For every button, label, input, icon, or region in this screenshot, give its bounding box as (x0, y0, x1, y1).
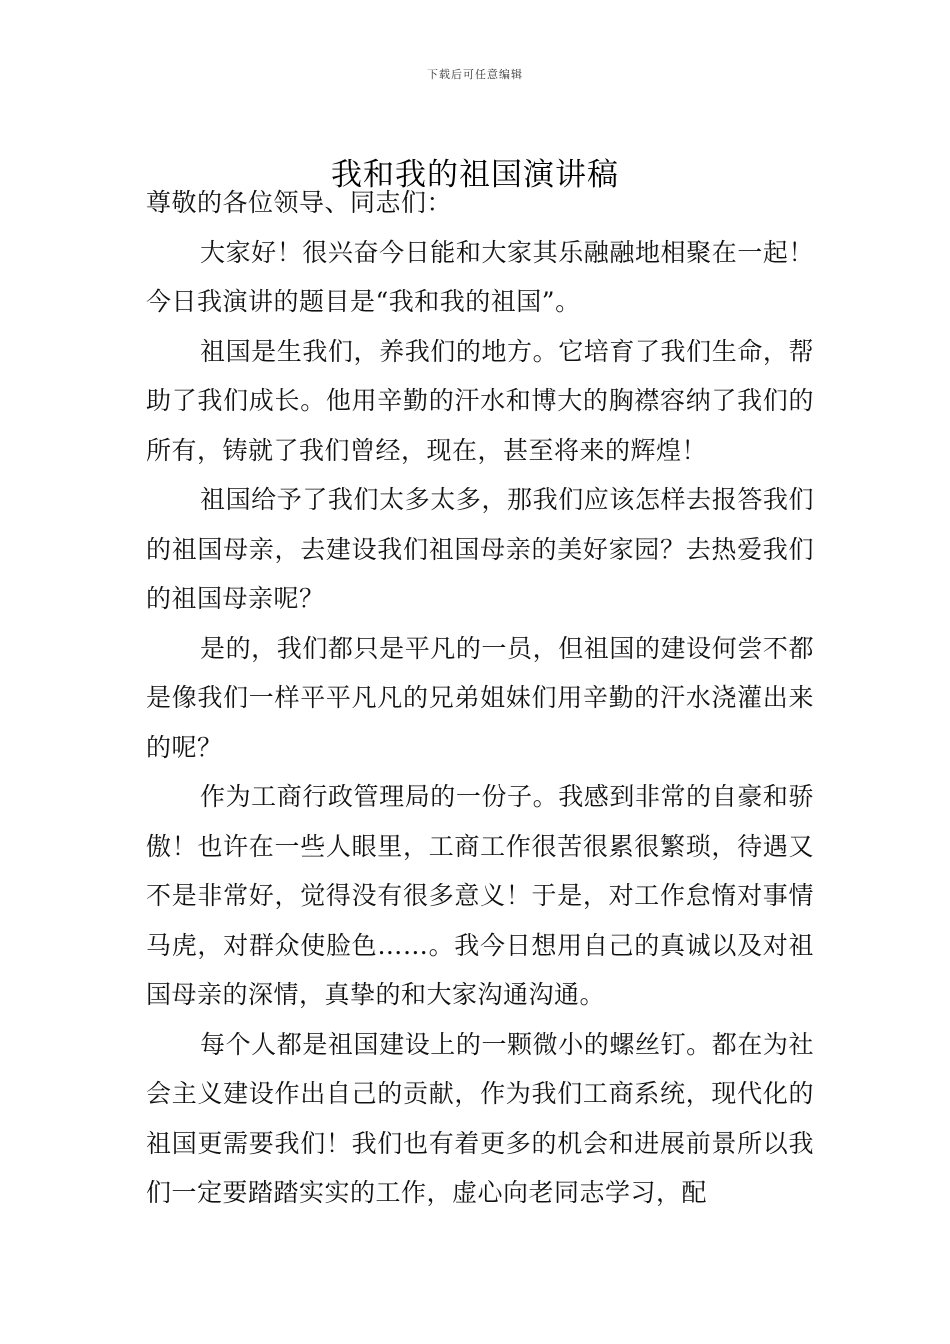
paragraph: 大家好！很兴奋今日能和大家其乐融融地相聚在一起！今日我演讲的题目是“我和我的祖国”。 (146, 237, 814, 316)
document-body (146, 178, 814, 1218)
header-note: 下载后可任意编辑 (427, 68, 523, 81)
document-title: 我和我的祖国演讲稿 (331, 156, 619, 193)
paragraph: 祖国是生我们，养我们的地方。它培育了我们生命，帮助了我们成长。他用辛勤的汗水和博大的胸襟容纳了我们的所有，铸就了我们曾经，现在，甚至将来的辉煌！ (146, 336, 814, 465)
paragraph: 祖国给予了我们太多太多，那我们应该怎样去报答我们的祖国母亲，去建设我们祖国母亲的美好家园？去热爱我们的祖国母亲呢？ (146, 485, 814, 613)
paragraph: 每个人都是祖国建设上的一颗微小的螺丝钉。都在为社会主义建设作出自己的贡献，作为我们工商系统，现代化的祖国更需要我们！我们也有着更多的机会和进展前景所以我们一定要踏踏实实的工作，虚心向老同志学习，配 (146, 1029, 814, 1207)
salutation: 尊敬的各位领导、同志们： (146, 188, 453, 217)
paragraph: 是的，我们都只是平凡的一员，但祖国的建设何尝不都是像我们一样平平凡凡的兄弟姐妹们用辛勤的汗水浇灌出来的呢？ (146, 633, 814, 762)
paragraph: 作为工商行政管理局的一份子。我感到非常的自豪和骄傲！也许在一些人眼里，工商工作很苦很累很繁琐，待遇又不是非常好，觉得没有很多意义！于是，对工作怠惰对事情马虎，对群众使脸色……。我今日想用自己的真诚以及对祖国母亲的深情，真挚的和大家沟通沟通。 (146, 782, 814, 1009)
